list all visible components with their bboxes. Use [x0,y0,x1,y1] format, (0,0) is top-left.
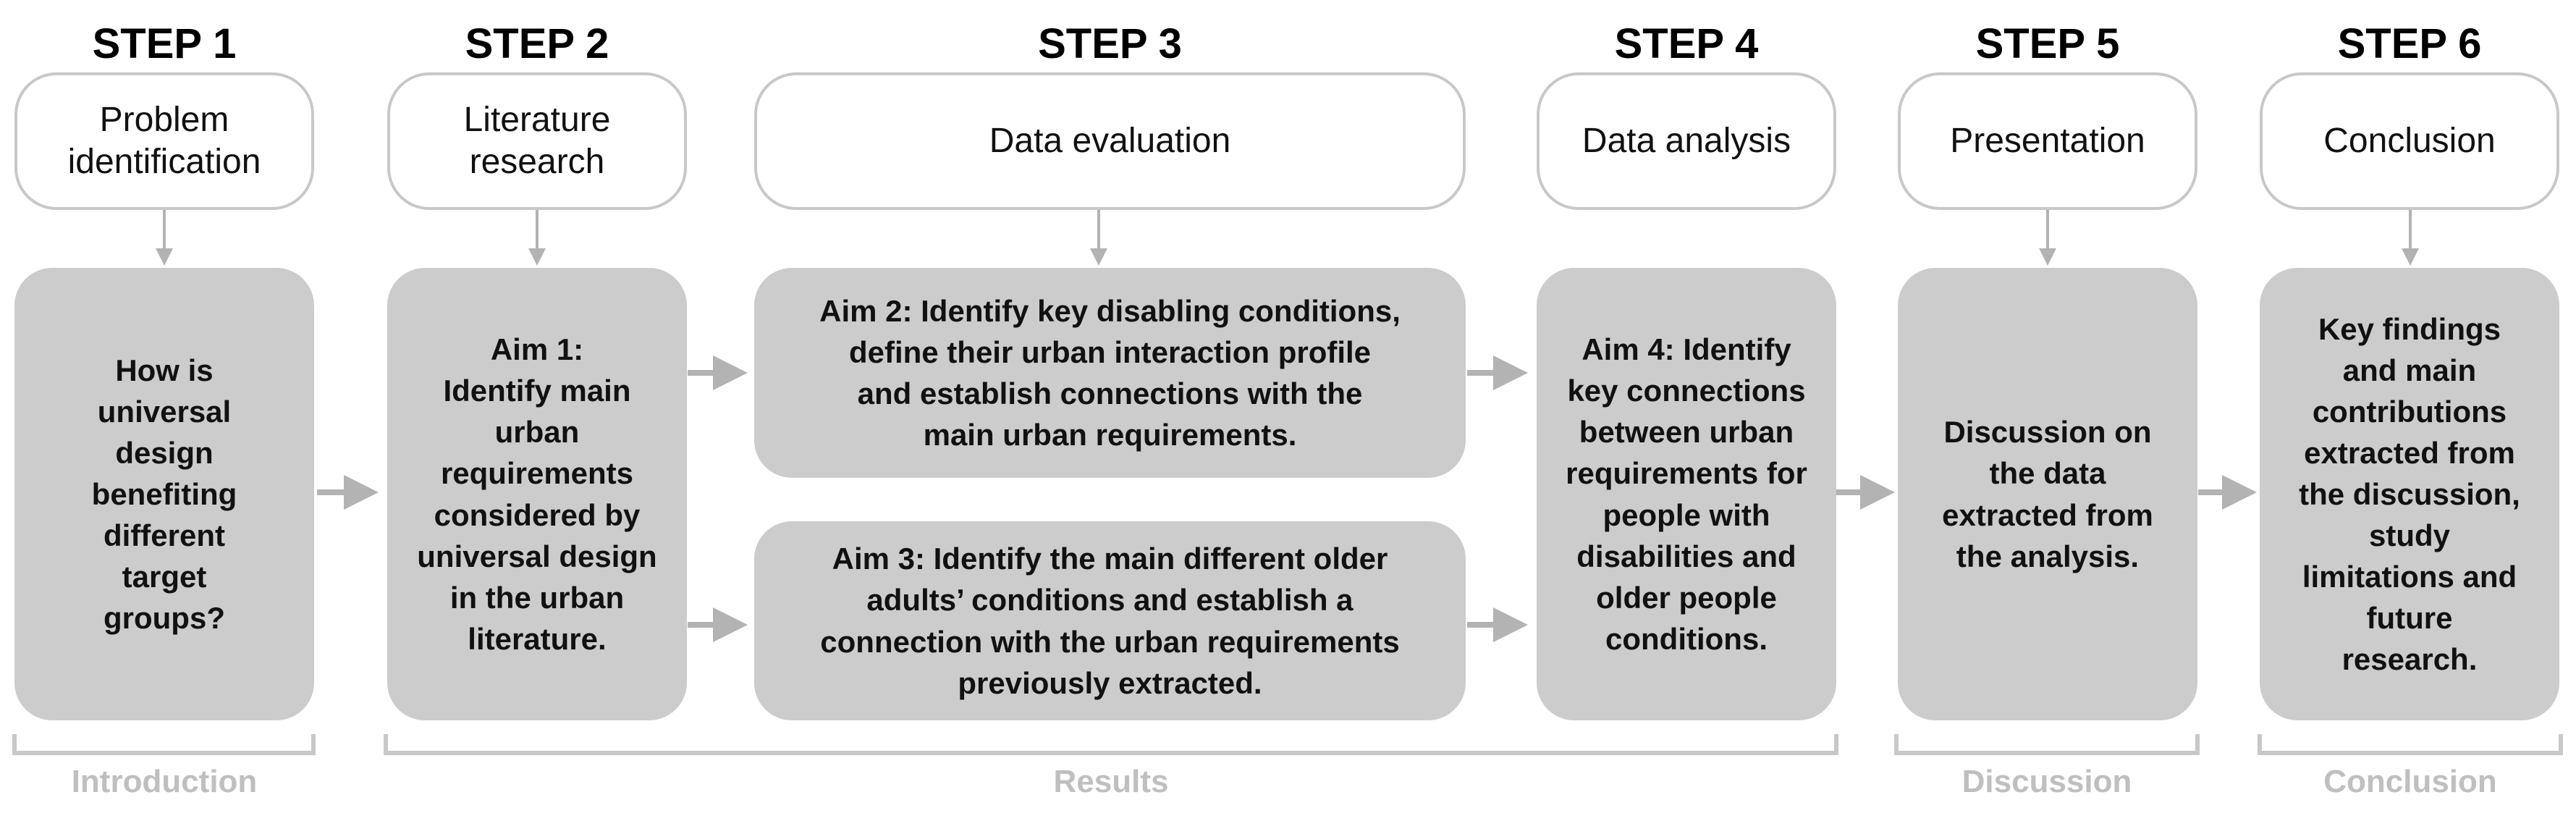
step5-discussion-box [1898,268,2197,720]
aim2-box [754,268,1466,478]
step1-pill [14,72,314,210]
step4-pill [1537,72,1836,210]
step4-pill-label: Data analysis [1582,122,1791,161]
bracket-discussion [1896,734,2197,753]
bracket-conclusion [2260,734,2561,753]
aim3-text: Aim 3: Identify the main different older adults’ conditions and establish a connection with the urban requirements previously extracted. [820,542,1400,700]
aim4-text: Aim 4: Identify key connections between urban requirements for people with disabilities and older people conditions. [1566,332,1807,656]
section-label-results: Results [1053,764,1169,799]
step1-title: STEP 1 [92,20,237,67]
aim1-text: Aim 1: Identify main urban requirements considered by universal design in the urban literature. [417,332,657,656]
section-label-introduction: Introduction [71,764,258,799]
aim3-box [754,521,1466,720]
section-label-conclusion: Conclusion [2323,764,2497,799]
step6-pill [2260,72,2559,210]
step2-pill-label: Literature research [463,101,611,181]
step6-conclusion-box [2260,268,2559,720]
step6-title: STEP 6 [2337,20,2482,67]
step6-pill-label: Conclusion [2323,122,2496,161]
step1-question-box [14,268,314,720]
aim4-box [1537,268,1836,720]
step4-title: STEP 4 [1614,20,1759,67]
step1-pill-label: Problem identification [67,101,261,181]
step1-question-text: How is universal design benefiting different target groups? [91,353,237,636]
step6-conclusion-text: Key findings and main contributions extracted from the discussion, study limitations and future research. [2299,311,2520,677]
step3-pill [754,72,1466,210]
step5-discussion-text: Discussion on the data extracted from the analysis. [1942,415,2153,573]
step3-pill-label: Data evaluation [989,122,1231,161]
step3-title: STEP 3 [1038,20,1182,67]
step5-pill [1898,72,2197,210]
aim2-text: Aim 2: Identify key disabling conditions, define their urban interaction profile and establish connections with the main urban requirements. [819,293,1401,452]
step2-pill [387,72,687,210]
bracket-introduction [14,734,313,753]
step5-pill-label: Presentation [1950,122,2145,161]
step5-title: STEP 5 [1975,20,2120,67]
step2-title: STEP 2 [465,20,609,67]
aim1-box [387,268,687,720]
section-label-discussion: Discussion [1961,764,2132,799]
bracket-results [386,734,1836,753]
